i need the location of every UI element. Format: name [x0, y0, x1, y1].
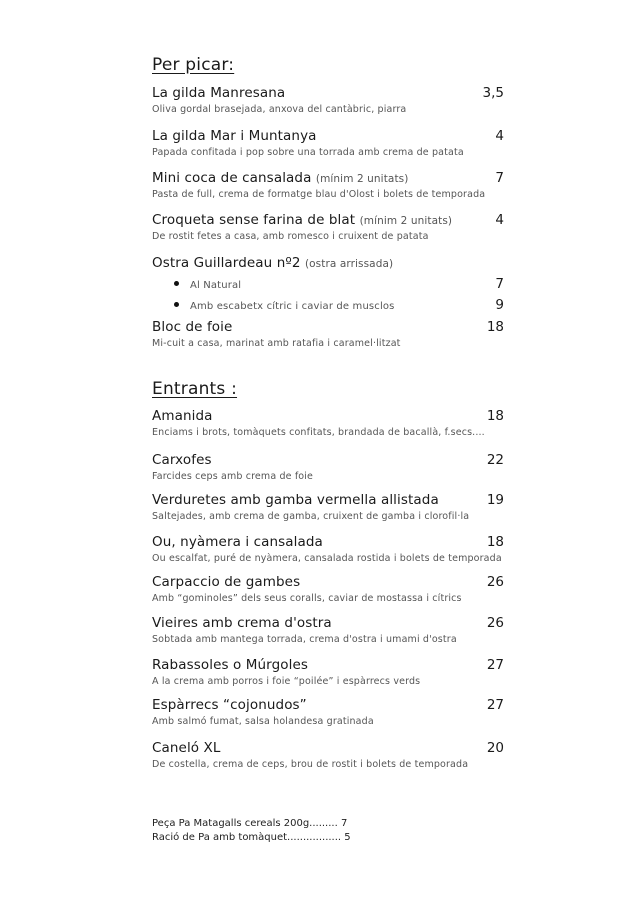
- menu-item: [152, 170, 504, 200]
- option-label: Al Natural: [190, 280, 242, 291]
- item-description: De costella, crema de ceps, brou de rostit i bolets de temporada: [152, 759, 469, 770]
- option-price: 7: [495, 276, 504, 292]
- section-title-per-picar: Per picar:: [152, 55, 235, 75]
- menu-item: [152, 740, 504, 770]
- item-price: 22: [486, 452, 504, 468]
- item-name: Verduretes amb gamba vermella allistada: [152, 492, 439, 508]
- item-description: Amb “gominoles” dels seus coralls, caviar de mostassa i cítrics: [152, 593, 462, 604]
- item-price: 26: [486, 574, 504, 590]
- item-price: 27: [486, 657, 504, 673]
- item-name: Caneló XL: [152, 740, 221, 756]
- item-description: Sobtada amb mantega torrada, crema d'ostra i umami d'ostra: [152, 634, 457, 645]
- item-description: A la crema amb porros i foie “poilée” i espàrrecs verds: [152, 676, 421, 687]
- item-description: Enciams i brots, tomàquets confitats, brandada de bacallà, f.secs....: [152, 427, 485, 438]
- item-name: Amanida: [152, 408, 213, 424]
- option-price: 9: [495, 297, 504, 313]
- item-description: De rostit fetes a casa, amb romesco i cruixent de patata: [152, 231, 429, 242]
- item-name: Croqueta sense farina de blat: [152, 212, 356, 228]
- bread-item: Ració de Pa amb tomàquet................. 5: [152, 832, 351, 843]
- item-name: Bloc de foie: [152, 319, 233, 335]
- menu-item: [152, 657, 504, 687]
- item-note: (mínim 2 unitats): [359, 215, 453, 227]
- menu-item: [152, 574, 504, 604]
- item-description: Ou escalfat, puré de nyàmera, cansalada rostida i bolets de temporada: [152, 553, 502, 564]
- item-name: Ou, nyàmera i cansalada: [152, 534, 323, 550]
- bullet-icon: [174, 302, 179, 307]
- menu-item: [152, 534, 504, 564]
- item-note: (ostra arrissada): [304, 258, 394, 270]
- item-price: 3,5: [482, 85, 504, 101]
- menu-item: [152, 615, 504, 645]
- item-price: 19: [486, 492, 504, 508]
- item-description: Pasta de full, crema de formatge blau d'Olost i bolets de temporada: [152, 189, 486, 200]
- item-description: Mi-cuit a casa, marinat amb ratafia i caramel·litzat: [152, 338, 401, 349]
- menu-item: [152, 452, 504, 482]
- menu-item: [152, 128, 504, 158]
- menu-item: [152, 212, 504, 242]
- item-price: 18: [486, 408, 504, 424]
- item-description: Saltejades, amb crema de gamba, cruixent de gamba i clorofil·la: [152, 511, 470, 522]
- item-price: 27: [486, 697, 504, 713]
- menu-item: [152, 408, 504, 438]
- item-price: 26: [486, 615, 504, 631]
- item-price: 18: [486, 534, 504, 550]
- item-name: La gilda Manresana: [152, 85, 286, 101]
- bread-list: [152, 817, 351, 845]
- menu-item-ostra: [152, 255, 504, 313]
- ostra-option: [152, 297, 504, 313]
- ostra-option: [152, 276, 504, 292]
- bullet-icon: [174, 281, 179, 286]
- item-price: 4: [495, 128, 504, 144]
- menu-item: [152, 697, 504, 727]
- menu-item: [152, 85, 504, 115]
- item-note: (mínim 2 unitats): [315, 173, 409, 185]
- item-price: 4: [495, 212, 504, 228]
- item-price: 18: [486, 319, 504, 335]
- item-name: Mini coca de cansalada: [152, 170, 312, 186]
- item-description: Farcides ceps amb crema de foie: [152, 471, 314, 482]
- item-name: Espàrrecs “cojonudos”: [152, 697, 307, 713]
- item-description: Papada confitada i pop sobre una torrada amb crema de patata: [152, 147, 464, 158]
- menu-item: [152, 492, 504, 522]
- menu-item: [152, 319, 504, 349]
- item-name: La gilda Mar i Muntanya: [152, 128, 317, 144]
- item-price: 20: [486, 740, 504, 756]
- bread-item: Peça Pa Matagalls cereals 200g......... 7: [152, 818, 348, 829]
- item-description: Amb salmó fumat, salsa holandesa gratinada: [152, 716, 374, 727]
- item-name: Carxofes: [152, 452, 212, 468]
- item-price: 7: [495, 170, 504, 186]
- item-name: Ostra Guillardeau nº2: [152, 255, 301, 271]
- item-description: Oliva gordal brasejada, anxova del cantàbric, piarra: [152, 104, 407, 115]
- item-name: Carpaccio de gambes: [152, 574, 301, 590]
- item-name: Rabassoles o Múrgoles: [152, 657, 308, 673]
- item-name: Vieires amb crema d'ostra: [152, 615, 332, 631]
- section-title-entrants: Entrants :: [152, 379, 238, 399]
- option-label: Amb escabetx cítric i caviar de musclos: [190, 301, 395, 312]
